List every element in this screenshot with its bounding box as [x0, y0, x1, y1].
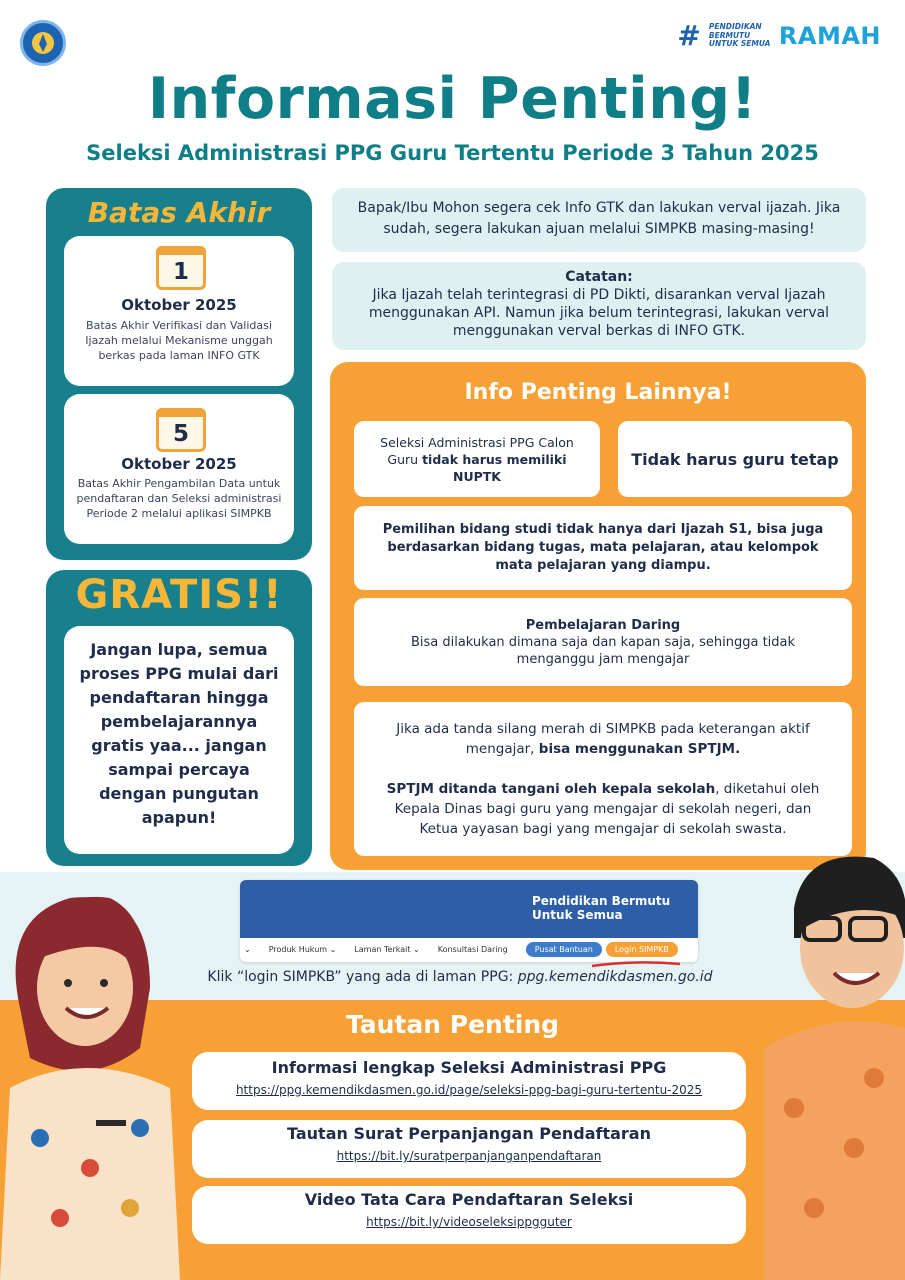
info-box-verval-text: Bapak/Ibu Mohon segera cek Info GTK dan lakukan verval ijazah. Jika sudah, segera lakukan ajuan melalui SIMPKB masing-masing!	[357, 200, 841, 237]
website-caption	[150, 969, 770, 985]
nav-laman-terkait[interactable]: Laman Terkait ⌄	[354, 944, 420, 954]
deadline-desc: Batas Akhir Pengambilan Data untuk pendaftaran dan Seleksi administrasi Periode 2 melalui aplikasi SIMPKB	[76, 477, 282, 520]
deadline-day: 5	[172, 421, 189, 447]
gratis-title: GRATIS!!	[75, 572, 283, 618]
brand-tagline: PENDIDIKAN BERMUTU UNTUK SEMUA	[708, 22, 771, 49]
page-title: Informasi Penting!	[147, 66, 758, 132]
login-simpkb-button[interactable]: Login SIMPKB	[606, 942, 678, 957]
info-card-sptjm	[354, 702, 852, 856]
link-title: Tautan Surat Perpanjangan Pendaftaran	[287, 1124, 651, 1143]
deadline-card-2	[64, 394, 294, 544]
deadline-date: Oktober 2025	[121, 455, 237, 473]
teacher-man-illustration	[764, 848, 905, 1280]
website-banner	[240, 880, 698, 938]
bidang-studi-text: Pemilihan bidang studi tidak hanya dari Ijazah S1, bisa juga berdasarkan bidang tugas, mata pelajaran, atau kelompok mata pelajaran yang diampu.	[382, 522, 824, 573]
pusat-bantuan-button[interactable]: Pusat Bantuan	[526, 942, 602, 957]
caption-prefix: Klik “login SIMPKB” yang ada di laman PPG:	[207, 969, 514, 985]
sptjm-p1-prefix: Jika ada tanda silang merah di SIMPKB pada keterangan aktif mengajar,	[396, 721, 810, 757]
website-banner-text: Pendidikan Bermutu Untuk Semua	[532, 894, 671, 922]
ramah-logo: RAMAH	[778, 22, 881, 50]
gratis-text: Jangan lupa, semua proses PPG mulai dari pendaftaran hingga pembelajarannya gratis yaa... jangan sampai percaya dengan pungutan apapun!	[79, 640, 279, 827]
page-subtitle: Seleksi Administrasi PPG Guru Tertentu Periode 3 Tahun 2025	[86, 141, 819, 165]
nuptk-prefix: Seleksi Administrasi PPG Calon Guru	[380, 434, 574, 467]
calendar-icon	[156, 246, 206, 290]
info-card-nuptk	[354, 421, 600, 497]
link-url[interactable]: https://ppg.kemendikdasmen.go.id/page/seleksi-ppg-bagi-guru-tertentu-2025	[235, 1083, 703, 1097]
link-url[interactable]: https://bit.ly/suratperpanjanganpendaftaran	[336, 1149, 602, 1163]
gratis-card	[64, 626, 294, 854]
link-card-2[interactable]	[192, 1120, 746, 1178]
chevron-down-icon: ⌄	[244, 944, 251, 954]
nav-konsultasi-daring[interactable]: Konsultasi Daring	[437, 944, 508, 954]
batas-akhir-title: Batas Akhir	[87, 196, 271, 229]
nav-produk-hukum[interactable]: Produk Hukum ⌄	[268, 944, 337, 954]
tut-wuri-handayani-icon	[30, 30, 56, 56]
info-card-bidang-studi	[354, 506, 852, 590]
deadline-date: Oktober 2025	[121, 296, 237, 314]
website-nav	[240, 938, 698, 960]
deadline-day: 1	[172, 259, 189, 285]
caption-url[interactable]: ppg.kemendikdasmen.go.id	[517, 969, 713, 985]
info-card-daring	[354, 598, 852, 686]
hashtag-icon: #	[677, 19, 701, 52]
calendar-icon	[156, 408, 206, 452]
sptjm-p2-bold: SPTJM ditanda tangani oleh kepala sekolah	[386, 781, 716, 797]
tautan-title: Tautan Penting	[345, 1010, 560, 1039]
link-card-3[interactable]	[192, 1186, 746, 1244]
info-box-catatan	[332, 262, 866, 350]
catatan-heading: Catatan:	[565, 269, 633, 285]
kemendikdasmen-logo	[20, 20, 66, 66]
deadline-desc: Batas Akhir Verifikasi dan Validasi Ijazah melalui Mekanisme unggah berkas pada laman INFO GTK	[85, 319, 273, 362]
link-title: Informasi lengkap Seleksi Administrasi PPG	[271, 1058, 667, 1077]
link-title: Video Tata Cara Pendaftaran Seleksi	[304, 1190, 634, 1209]
deadline-card-1	[64, 236, 294, 386]
brand-area	[677, 19, 881, 52]
website-preview	[240, 880, 698, 962]
daring-heading: Pembelajaran Daring	[525, 617, 681, 633]
daring-text: Bisa dilakukan dimana saja dan kapan saja, sehingga tidak menganggu jam mengajar	[410, 634, 796, 667]
sptjm-p2-text: , diketahui oleh Kepala Dinas bagi guru yang mengajar di sekolah negeri, dan Ketua yayasan bagi yang mengajar di sekolah swasta.	[394, 781, 820, 837]
teacher-woman-illustration	[0, 858, 180, 1280]
link-url[interactable]: https://bit.ly/videoseleksippgguter	[366, 1215, 572, 1229]
guru-tetap-text: Tidak harus guru tetap	[631, 449, 839, 469]
sptjm-p1-bold: bisa menggunakan SPTJM.	[538, 741, 741, 757]
info-box-verval	[332, 188, 866, 252]
catatan-text: Jika Ijazah telah terintegrasi di PD Dikti, disarankan verval Ijazah menggunakan API. Namun jika belum terintegrasi, lakukan verval menggunakan verval berkas di INFO GTK.	[368, 287, 830, 339]
nuptk-bold: tidak harus memiliki NUPTK	[422, 451, 567, 484]
info-penting-title: Info Penting Lainnya!	[464, 380, 732, 405]
link-card-1[interactable]	[192, 1052, 746, 1110]
info-card-guru-tetap	[618, 421, 852, 497]
